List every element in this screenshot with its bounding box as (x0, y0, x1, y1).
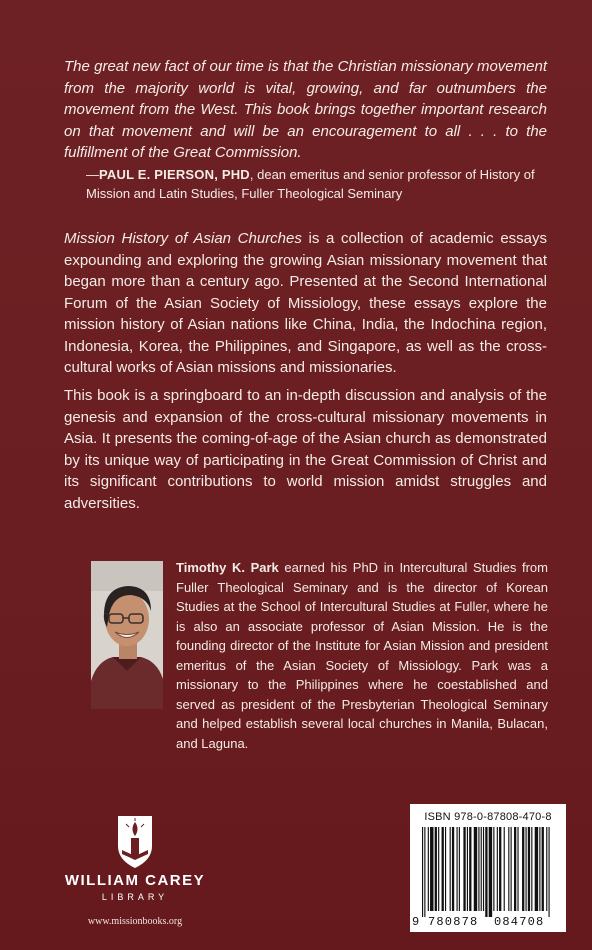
description-paragraph-1 (64, 228, 547, 379)
quote-attribution (86, 165, 554, 203)
author-bio-text: earned his PhD in Intercultural Studies from Fuller Theological Seminary and is the director of Korean Studies at the School of Intercultural Studies at Fuller, where he is also an associate professor of Asian Mission. He is the founding director of the Institute for Asian Mission and president emeritus of the Asian Society of Missiology. Park was a missionary to the Philippines where he coestablished and served as president of the Presbyterian Theological Seminary and helped establish several local churches in Manila, Bulacan, and Laguna. (176, 560, 548, 751)
barcode-bar (511, 827, 512, 911)
barcode-bar (438, 827, 439, 911)
publisher-name: WILLIAM CAREY (64, 872, 206, 889)
isbn-barcode (410, 804, 566, 932)
barcode-bar (539, 827, 540, 911)
barcode-bar (542, 827, 544, 911)
book-title: Mission History of Asian Churches (64, 230, 302, 247)
attribution-dash: — (86, 167, 99, 182)
barcode-bar (517, 827, 518, 911)
barcode-bar (467, 827, 468, 911)
author-photo (91, 561, 163, 709)
isbn-number: ISBN 978-0-87808-470-8 (424, 811, 552, 823)
barcode-bar (422, 827, 423, 917)
barcode-digits-left: 780878 (428, 915, 479, 929)
barcode-bar (459, 827, 460, 911)
barcode-bar (424, 827, 425, 917)
barcode-digits (410, 915, 566, 929)
barcode-bar (452, 827, 454, 911)
barcode-bar (535, 827, 538, 911)
barcode-bar (497, 827, 498, 911)
barcode-bar (499, 827, 501, 911)
barcode-bar (504, 827, 505, 911)
barcode-bar (457, 827, 458, 911)
barcode-bar (489, 827, 492, 917)
barcode-bar (469, 827, 471, 911)
attribution-author: PAUL E. PIERSON, PHD (99, 167, 250, 182)
barcode-bar (442, 827, 444, 911)
barcode-bar (481, 827, 482, 911)
barcode-bar (478, 827, 479, 911)
publisher-subname: LIBRARY (101, 892, 169, 902)
author-bio (176, 558, 548, 753)
author-portrait-icon (91, 561, 163, 709)
barcode-bar (493, 827, 494, 911)
barcode-bar (528, 827, 530, 911)
description-text-1: is a collection of academic essays expounding and exploring the growing Asian missionary movement that began more than a century ago. Presented at the Second International Forum of the Asian Society of Missiology, these essays explore the mission history of Asian nations like China, India, the Indochina region, Indonesia, Korea, the Philippines, and Singapore, as well as the cross-cultural works of Asian missions and missionaries. (64, 230, 547, 376)
barcode-bar (474, 827, 477, 911)
barcode-bar (435, 827, 437, 911)
barcode-bar (450, 827, 451, 911)
candle-logo-icon (110, 812, 160, 872)
quote-text: The great new fact of our time is that the Christian missionary movement from the majority world is vital, growing, and far outnumbers the movement from the West. This book brings together important research on that movement and will be an encouragement to all . . . to the fulfillment of the Great Commission. (64, 58, 547, 161)
description-paragraph-2 (64, 385, 547, 514)
barcode-bar (508, 827, 509, 911)
description-text-2: This book is a springboard to an in-depth discussion and analysis of the genesis and expansion of the cross-cultural missionary movements in Asia. It presents the coming-of-age of the Asian church as demonstrated by its unique way of participating in the Great Commission of Christ and its significant contributions to world mission amidst struggles and adversities. (64, 387, 547, 512)
barcode-bar (483, 827, 484, 911)
barcode-bars (418, 827, 558, 917)
barcode-digit-first: 9 (412, 915, 420, 929)
barcode-bar (549, 827, 550, 917)
barcode-digits-right: 084708 (494, 915, 545, 929)
author-name: Timothy K. Park (176, 560, 279, 575)
barcode-bar (430, 827, 433, 911)
publisher-logo (60, 812, 210, 932)
publisher-website: www.missionbooks.org (87, 916, 183, 927)
barcode-bar (485, 827, 487, 917)
barcode-bar (514, 827, 516, 911)
barcode-bar (445, 827, 446, 911)
barcode-bar (546, 827, 547, 911)
attribution-credentials: , dean emeritus and senior professor of History of Mission and Latin Studies, Fuller Theological Seminary (86, 167, 535, 201)
endorsement-quote (64, 56, 547, 164)
barcode-bar (526, 827, 527, 911)
barcode-bar (463, 827, 465, 911)
barcode-bar (531, 827, 532, 911)
barcode-bar (522, 827, 524, 911)
barcode-bar (428, 827, 429, 911)
